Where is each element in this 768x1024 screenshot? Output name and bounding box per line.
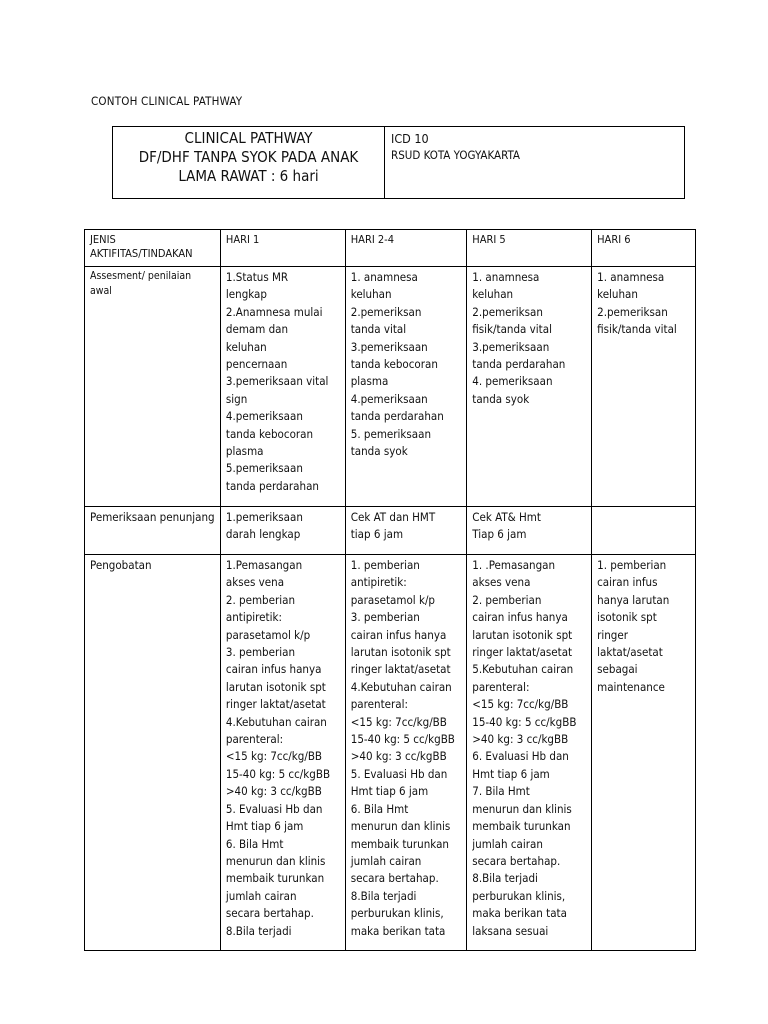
- table-cell: [220, 267, 345, 507]
- cell-line: tanda syok: [472, 391, 530, 406]
- cell-line: perburukan klinis,: [472, 888, 566, 903]
- cell-line: >40 kg: 3 cc/kgBB: [225, 784, 322, 799]
- cell-line: <15 kg: 7cc/kg/BB: [225, 749, 323, 764]
- cell-line: 2.Anamnesa mulai: [225, 304, 323, 319]
- cell-line: 15-40 kg: 5 cc/kgBB: [350, 732, 455, 747]
- cell-line: 15-40 kg: 5 cc/kgBB: [225, 766, 331, 781]
- cell-line: sebagai: [597, 662, 638, 677]
- cell-line: membaik turunkan: [472, 819, 571, 834]
- row-label: Pengobatan: [85, 555, 221, 951]
- cell-line: secara bertahap.: [350, 871, 439, 886]
- cell-line: antipiretik:: [350, 575, 407, 590]
- cell-line: <15 kg: 7cc/kg/BB: [350, 714, 447, 729]
- cell-line: parenteral:: [350, 697, 408, 712]
- pathway-info-cell: [385, 127, 685, 199]
- cell-line: 2.pemeriksan: [472, 304, 543, 319]
- cell-line: 3.pemeriksaan vital: [225, 374, 329, 389]
- cell-line: 2.pemeriksan: [350, 304, 422, 319]
- cell-line: 1.Status MR: [225, 270, 289, 284]
- cell-line: pencernaan: [225, 357, 288, 372]
- cell-line: 3.pemeriksaan: [472, 339, 550, 354]
- cell-line: Tiap 6 jam: [472, 527, 527, 542]
- pathway-title-line-2: DF/DHF TANPA SYOK PADA ANAK: [138, 148, 359, 166]
- table-cell: [345, 267, 467, 507]
- cell-line: jumlah cairan: [472, 836, 543, 851]
- pathway-title-line-1: CLINICAL PATHWAY: [184, 129, 313, 147]
- cell-line: lengkap: [225, 287, 267, 302]
- cell-line: 4.Kebutuhan cairan: [225, 714, 327, 729]
- table-header-row: [85, 230, 696, 267]
- document-top-label: CONTOH CLINICAL PATHWAY: [91, 94, 243, 108]
- cell-line: 1. .Pemasangan: [472, 558, 556, 572]
- cell-line: 1. anamnesa: [350, 270, 418, 284]
- cell-line: 5. pemeriksaan: [350, 426, 432, 441]
- cell-line: Hmt tiap 6 jam: [472, 766, 550, 781]
- cell-line: 1. anamnesa: [472, 270, 540, 284]
- cell-line: >40 kg: 3 cc/kgBB: [472, 732, 569, 747]
- table-row-assesment: [85, 267, 696, 507]
- cell-line: tanda perdarahan: [350, 409, 444, 424]
- cell-line: Hmt tiap 6 jam: [225, 819, 304, 834]
- cell-line: darah lengkap: [225, 527, 301, 542]
- cell-line: laktat/asetat: [597, 645, 663, 660]
- header-hari-6: HARI 6: [592, 230, 696, 267]
- cell-line: ringer laktat/asetat: [225, 697, 326, 712]
- header-hari-1: HARI 1: [220, 230, 345, 267]
- cell-line: cairan infus hanya: [225, 662, 322, 677]
- cell-line: larutan isotonik spt: [350, 645, 451, 660]
- icd-code: ICD 10: [391, 131, 429, 146]
- cell-line: secara bertahap.: [472, 853, 561, 868]
- cell-line: 4.pemeriksaan: [350, 391, 428, 406]
- cell-line: parasetamol k/p: [225, 627, 311, 642]
- cell-line: akses vena: [472, 575, 531, 590]
- cell-line: tiap 6 jam: [350, 527, 404, 542]
- cell-line: ringer laktat/asetat: [472, 645, 573, 660]
- table-cell: [592, 555, 696, 951]
- cell-line: tanda kebocoran: [350, 357, 438, 372]
- cell-line: perburukan klinis,: [350, 906, 444, 921]
- cell-line: 6. Evaluasi Hb dan: [472, 749, 569, 764]
- cell-line: keluhan: [472, 287, 514, 302]
- cell-line: tanda vital: [350, 322, 407, 337]
- cell-line: 2.pemeriksan: [597, 304, 668, 319]
- table-cell: [220, 555, 345, 951]
- cell-line: akses vena: [225, 575, 285, 590]
- table-cell: [345, 555, 467, 951]
- cell-line: menurun dan klinis: [225, 853, 326, 868]
- cell-line: 4.Kebutuhan cairan: [350, 679, 452, 694]
- cell-line: ringer: [597, 627, 628, 642]
- cell-line: 5. Evaluasi Hb dan: [350, 766, 448, 781]
- hospital-name: RSUD KOTA YOGYAKARTA: [391, 148, 520, 162]
- cell-line: keluhan: [597, 287, 638, 302]
- cell-line: plasma: [225, 444, 264, 459]
- cell-line: larutan isotonik spt: [225, 679, 326, 694]
- cell-line: 2. pemberian: [472, 592, 542, 607]
- cell-line: secara bertahap.: [225, 906, 314, 921]
- header-hari-2-4: HARI 2-4: [345, 230, 467, 267]
- cell-line: 3.pemeriksaan: [350, 339, 428, 354]
- cell-line: demam dan: [225, 322, 289, 337]
- cell-line: keluhan: [350, 287, 392, 302]
- cell-line: Hmt tiap 6 jam: [350, 784, 429, 799]
- cell-line: maka berikan tata: [350, 923, 446, 938]
- cell-line: 1. anamnesa: [597, 270, 665, 284]
- cell-line: tanda syok: [350, 444, 408, 459]
- cell-line: menurun dan klinis: [472, 801, 572, 816]
- cell-line: laksana sesuai: [472, 923, 549, 938]
- cell-line: <15 kg: 7cc/kg/BB: [472, 697, 569, 712]
- cell-line: sign: [225, 391, 248, 406]
- cell-line: 4. pemeriksaan: [472, 374, 553, 389]
- cell-line: antipiretik:: [225, 610, 282, 625]
- cell-line: 1.Pemasangan: [225, 558, 303, 572]
- cell-line: 5.Kebutuhan cairan: [472, 662, 574, 677]
- cell-line: menurun dan klinis: [350, 819, 451, 834]
- cell-line: fisik/tanda vital: [597, 322, 677, 337]
- cell-line: 3. pemberian: [225, 645, 296, 660]
- header-hari-5: HARI 5: [467, 230, 592, 267]
- cell-line: membaik turunkan: [225, 871, 325, 886]
- header-jenis-aktifitas: JENIS AKTIFITAS/TINDAKAN: [85, 230, 221, 267]
- table-cell: [467, 507, 592, 555]
- cell-line: 8.Bila terjadi: [350, 888, 417, 903]
- table-cell: [220, 507, 345, 555]
- cell-line: maintenance: [597, 679, 665, 694]
- cell-line: parasetamol k/p: [350, 592, 436, 607]
- table-cell: [345, 507, 467, 555]
- cell-line: 6. Bila Hmt: [225, 836, 284, 851]
- cell-line: membaik turunkan: [350, 836, 449, 851]
- cell-line: 8.Bila terjadi: [472, 871, 538, 886]
- cell-line: ringer laktat/asetat: [350, 662, 451, 677]
- cell-line: 6. Bila Hmt: [350, 801, 409, 816]
- cell-line: Cek AT& Hmt: [472, 510, 541, 524]
- cell-line: 15-40 kg: 5 cc/kgBB: [472, 714, 577, 729]
- cell-line: 4.pemeriksaan: [225, 409, 303, 424]
- cell-line: jumlah cairan: [225, 888, 297, 903]
- table-row-penunjang: [85, 507, 696, 555]
- cell-line: 5.pemeriksaan: [225, 461, 303, 476]
- pathway-header-box: [112, 126, 685, 199]
- table-cell: [467, 267, 592, 507]
- pathway-table: [84, 229, 696, 951]
- cell-line: isotonik spt: [597, 610, 657, 625]
- table-cell: [592, 267, 696, 507]
- cell-line: parenteral:: [472, 679, 530, 694]
- cell-line: fisik/tanda vital: [472, 322, 552, 337]
- cell-line: jumlah cairan: [350, 853, 422, 868]
- cell-line: tanda kebocoran: [225, 426, 314, 441]
- row-label: Pemeriksaan penunjang: [85, 507, 221, 555]
- cell-line: cairan infus hanya: [472, 610, 568, 625]
- cell-line: 7. Bila Hmt: [472, 784, 530, 799]
- cell-line: tanda perdarahan: [472, 357, 566, 372]
- table-cell: [592, 507, 696, 555]
- cell-line: Cek AT dan HMT: [350, 510, 436, 524]
- cell-line: hanya larutan: [597, 592, 670, 607]
- cell-line: >40 kg: 3 cc/kgBB: [350, 749, 447, 764]
- cell-line: cairan infus: [597, 575, 658, 590]
- cell-line: 8.Bila terjadi: [225, 923, 292, 938]
- cell-line: parenteral:: [225, 732, 284, 747]
- cell-line: 1. pemberian: [350, 558, 420, 572]
- cell-line: 2. pemberian: [225, 592, 296, 607]
- table-row-pengobatan: [85, 555, 696, 951]
- cell-line: tanda perdarahan: [225, 478, 319, 493]
- pathway-title-line-3: LAMA RAWAT : 6 hari: [178, 167, 319, 185]
- row-label: Assesment/ penilaian awal: [85, 267, 221, 507]
- cell-line: 1. pemberian: [597, 558, 667, 572]
- cell-line: larutan isotonik spt: [472, 627, 573, 642]
- cell-line: plasma: [350, 374, 389, 389]
- cell-line: 3. pemberian: [350, 610, 420, 625]
- cell-line: maka berikan tata: [472, 906, 567, 921]
- cell-line: 1.pemeriksaan: [225, 510, 303, 524]
- pathway-title-cell: [113, 127, 385, 199]
- cell-line: cairan infus hanya: [350, 627, 447, 642]
- cell-line: keluhan: [225, 339, 267, 354]
- table-cell: [467, 555, 592, 951]
- cell-line: 5. Evaluasi Hb dan: [225, 801, 323, 816]
